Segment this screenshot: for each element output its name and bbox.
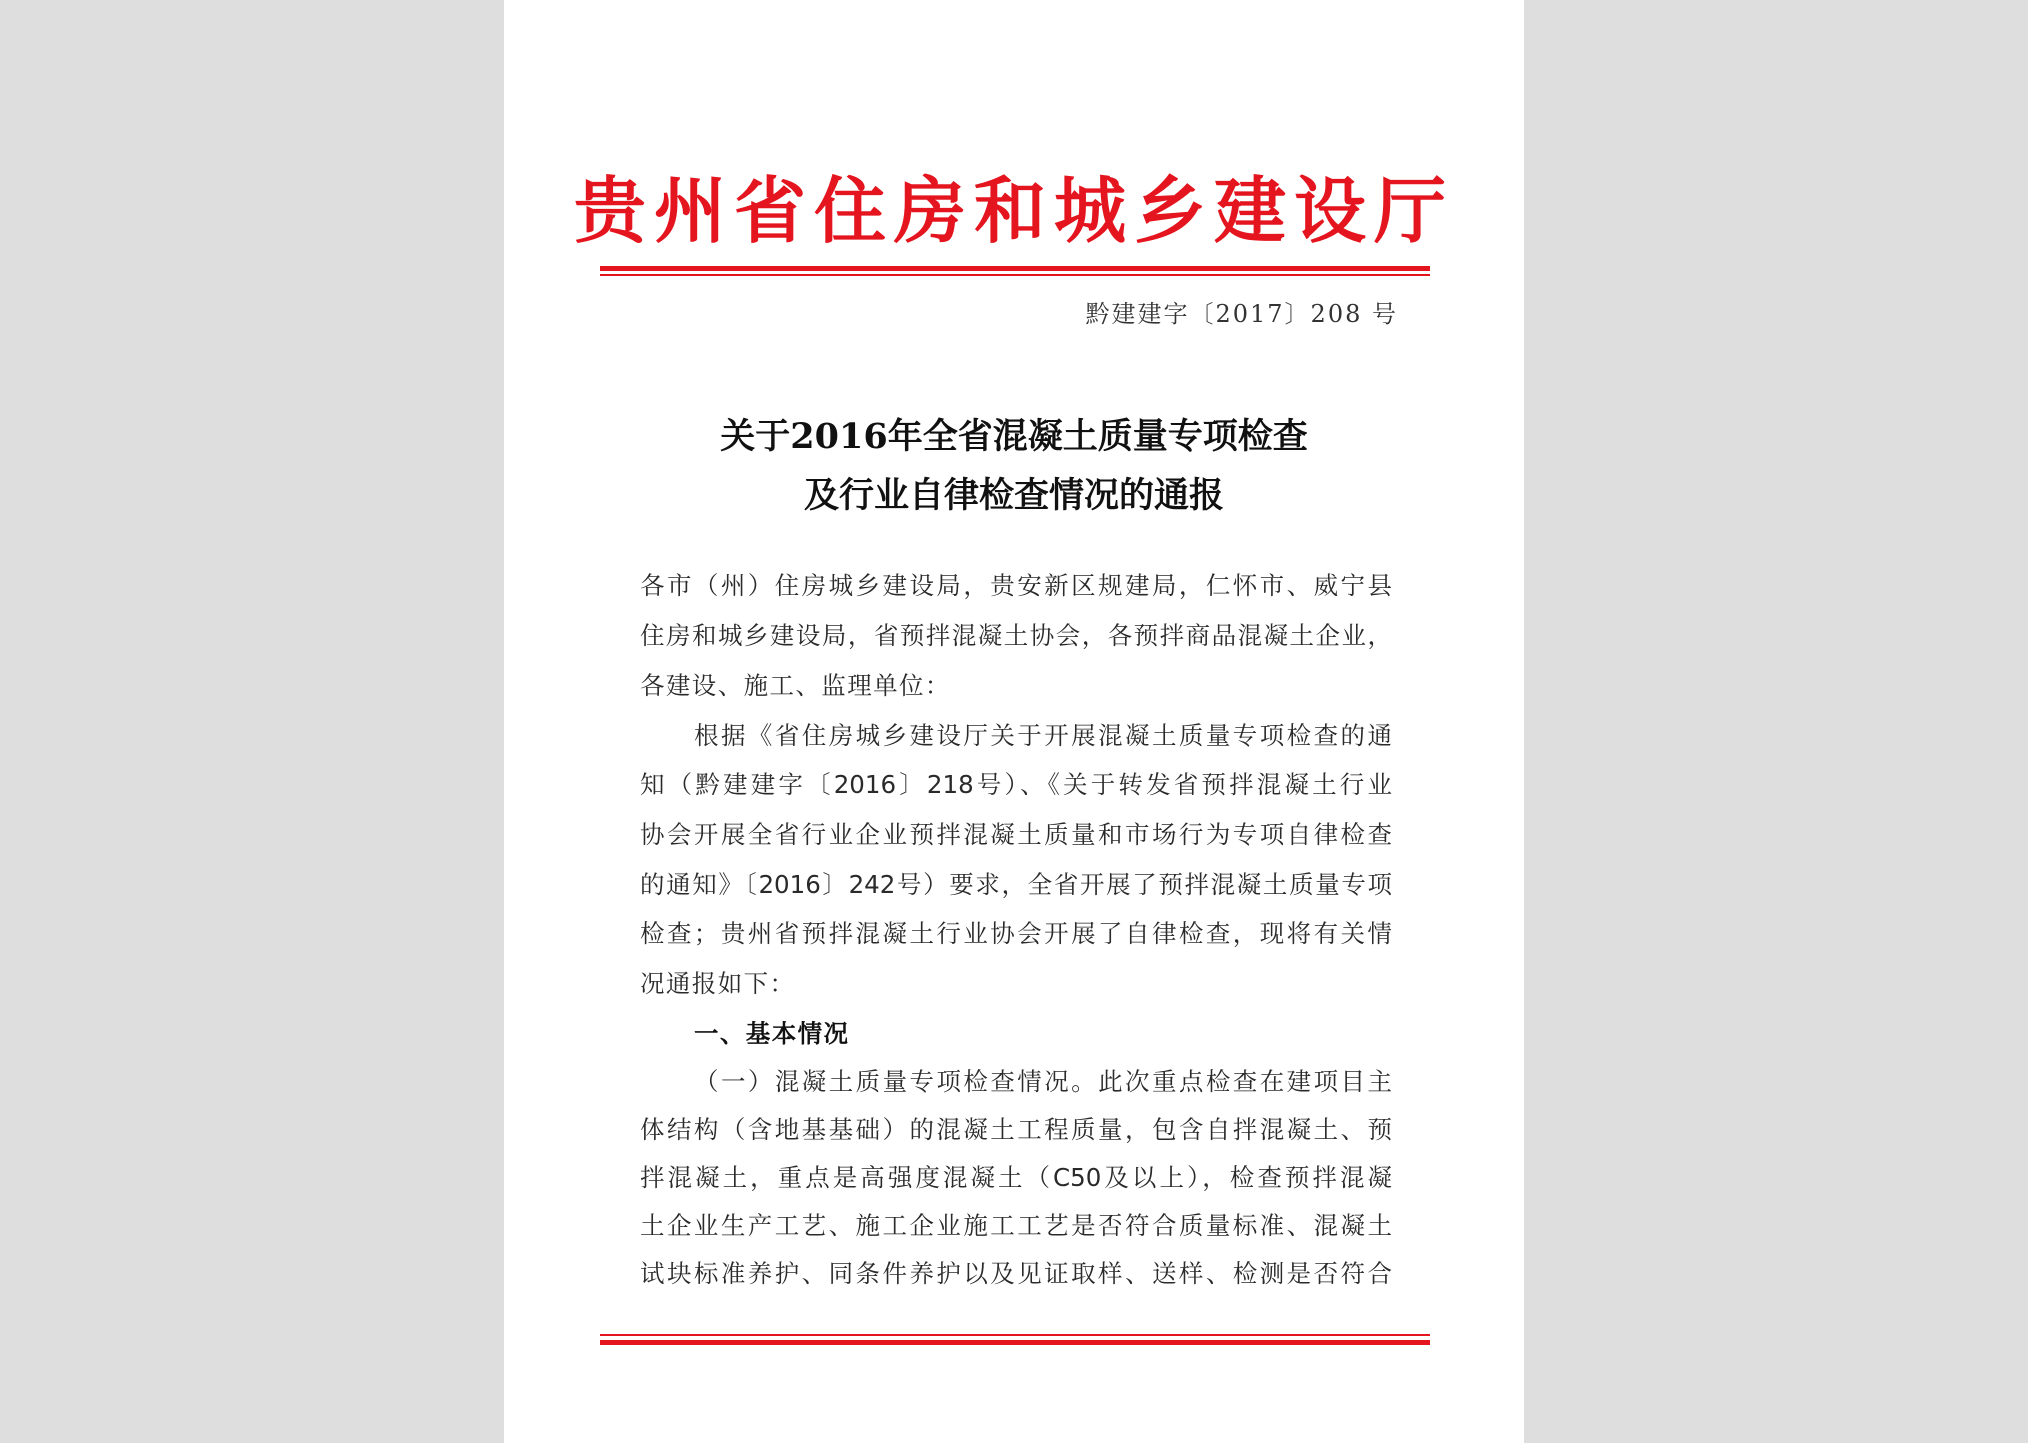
section-heading: 一、基本情况 xyxy=(694,1019,850,1048)
letterhead-title: 贵州省住房和城乡建设厅 xyxy=(573,168,1454,253)
paragraph-line: 协会开展全省行业企业预拌混凝土质量和市场行为专项自律检查 xyxy=(640,820,1392,849)
recipients-line: 各市（州）住房城乡建设局，贵安新区规建局，仁怀市、威宁县 xyxy=(640,571,1392,600)
footer-red-rule-thin xyxy=(600,1334,1430,1336)
paragraph-line: 知（黔建建字〔2016〕218号）、《关于转发省预拌混凝土行业 xyxy=(640,770,1392,799)
paragraph-line: 体结构（含地基基础）的混凝土工程质量，包含自拌混凝土、预 xyxy=(640,1115,1392,1144)
paragraph-line: 检查；贵州省预拌混凝土行业协会开展了自律检查，现将有关情 xyxy=(640,919,1392,948)
paragraph-line: 况通报如下： xyxy=(640,969,796,998)
paragraph-line: 土企业生产工艺、施工企业施工工艺是否符合质量标准、混凝土 xyxy=(640,1211,1392,1240)
recipients-line: 住房和城乡建设局，省预拌混凝土协会，各预拌商品混凝土企业， xyxy=(640,621,1392,650)
document-number: 黔建建字〔2017〕208 号 xyxy=(1085,300,1398,328)
header-red-rule-thick xyxy=(600,266,1430,271)
paragraph-line: 拌混凝土，重点是高强度混凝土（C50及以上），检查预拌混凝 xyxy=(640,1163,1392,1192)
document-page xyxy=(504,0,1524,1443)
paragraph-line: （一）混凝土质量专项检查情况。此次重点检查在建项目主 xyxy=(694,1067,1392,1096)
paragraph-line: 根据《省住房城乡建设厅关于开展混凝土质量专项检查的通 xyxy=(694,721,1392,750)
document-title-line-1: 关于2016年全省混凝土质量专项检查 xyxy=(720,416,1308,457)
paragraph-line: 的通知》〔2016〕242号）要求，全省开展了预拌混凝土质量专项 xyxy=(640,870,1392,899)
header-red-rule-thin xyxy=(600,274,1430,276)
recipients-line: 各建设、施工、监理单位： xyxy=(640,671,951,700)
footer-red-rule-thick xyxy=(600,1340,1430,1345)
paragraph-line: 试块标准养护、同条件养护以及见证取样、送样、检测是否符合 xyxy=(640,1259,1392,1288)
document-title-line-2: 及行业自律检查情况的通报 xyxy=(803,475,1224,516)
